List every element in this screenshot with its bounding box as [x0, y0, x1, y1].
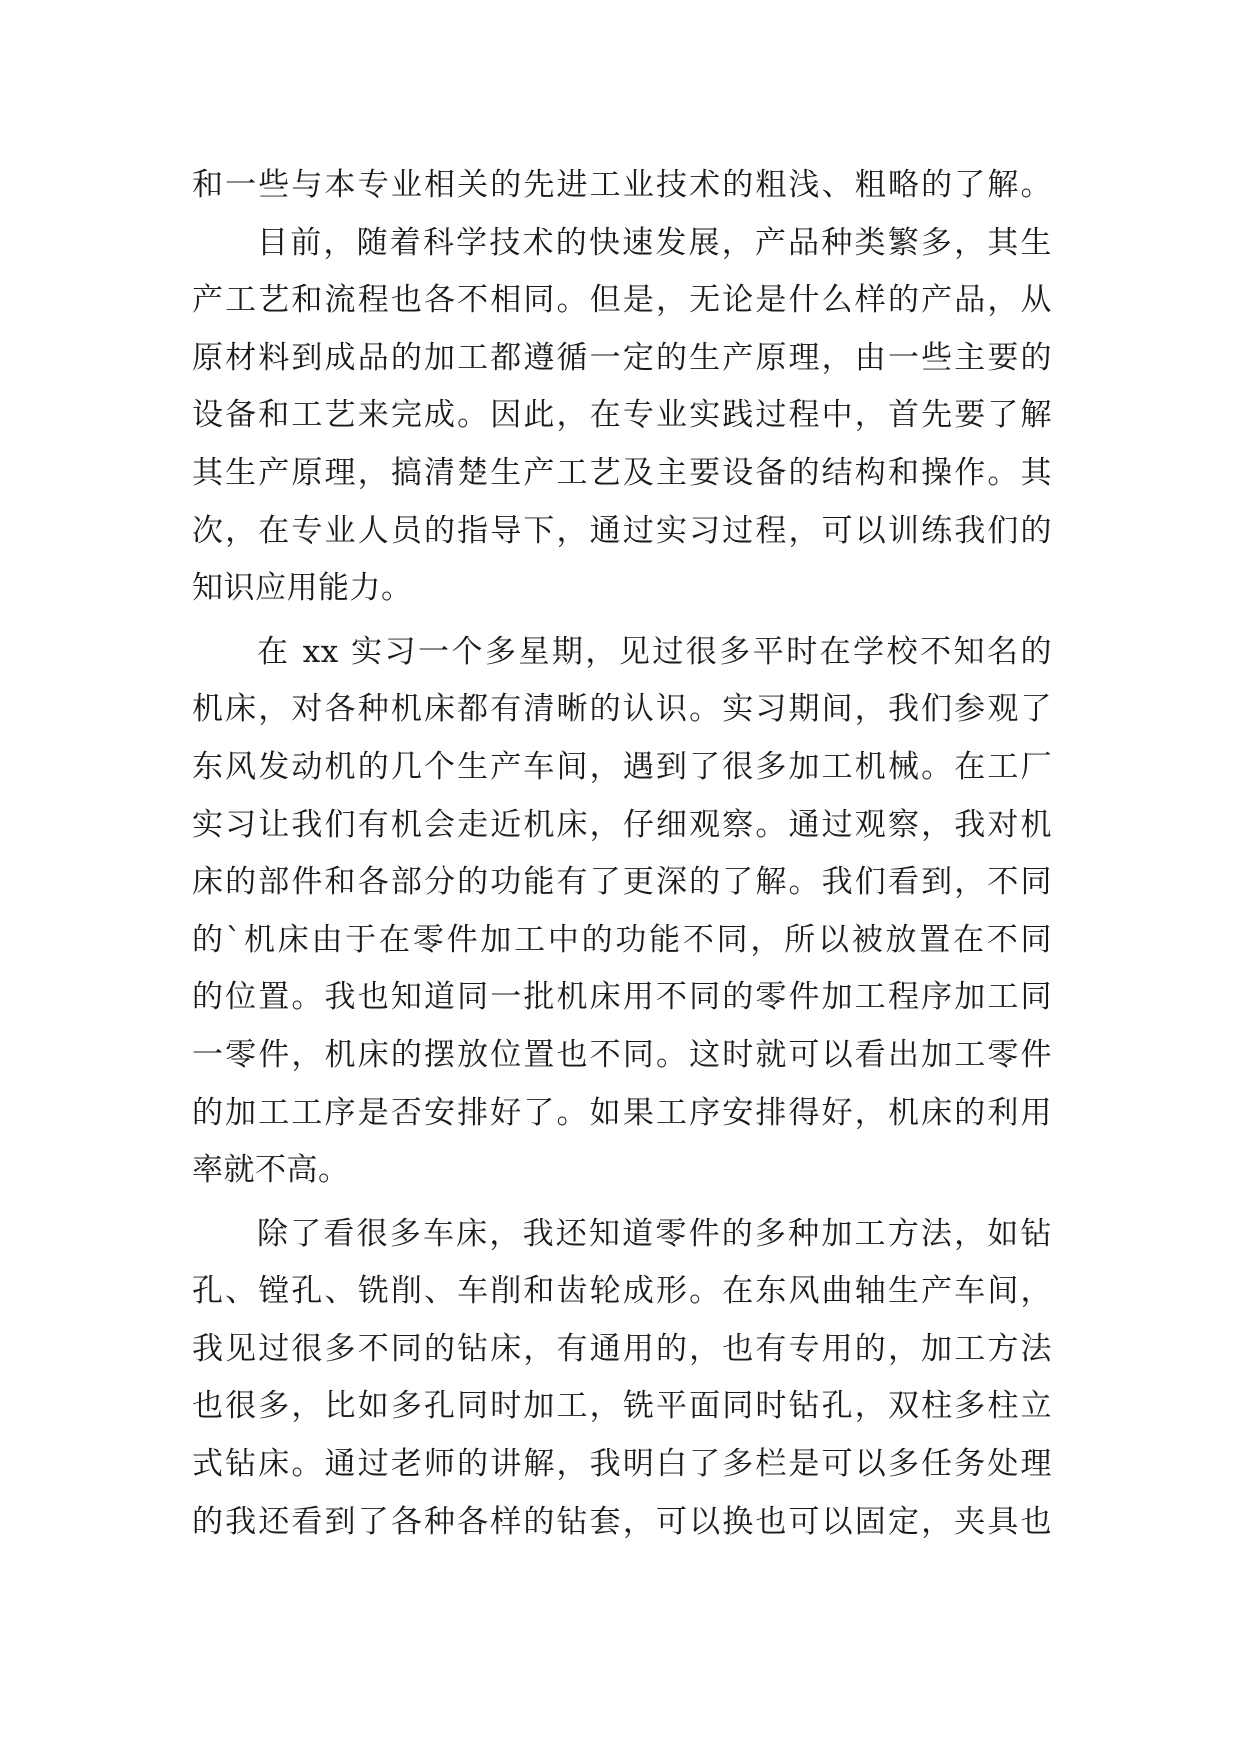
text-line: 次，在专业人员的指导下，通过实习过程，可以训练我们的: [192, 512, 1052, 549]
text-line: 原材料到成品的加工都遵循一定的生产原理，由一些主要的: [192, 339, 1052, 376]
body-text: [192, 157, 1052, 1551]
text-line: 孔、镗孔、铣削、车削和齿轮成形。在东风曲轴生产车间，: [192, 1273, 1052, 1310]
paragraph-first-line: 除了看很多车床，我还知道零件的多种加工方法，如钻: [257, 1215, 1052, 1252]
text-line: 床的部件和各部分的功能有了更深的了解。我们看到，不同: [192, 864, 1052, 901]
paragraph-first-line: 目前，随着科学技术的快速发展，产品种类繁多，其生: [257, 224, 1052, 261]
text-line: 也很多，比如多孔同时加工，铣平面同时钻孔，双柱多柱立: [192, 1388, 1052, 1425]
paragraph-last-line: 率就不高。: [192, 1152, 350, 1189]
text-line: 我见过很多不同的钻床，有通用的，也有专用的，加工方法: [192, 1330, 1052, 1367]
text-line: 东风发动机的几个生产车间，遇到了很多加工机械。在工厂: [192, 748, 1052, 785]
paragraph-first-line: 在 xx 实习一个多星期，见过很多平时在学校不知名的: [257, 633, 1052, 670]
text-line: 的我还看到了各种各样的钻套，可以换也可以固定，夹具也: [192, 1503, 1052, 1540]
text-line: 的`机床由于在零件加工中的功能不同，所以被放置在不同: [192, 921, 1052, 958]
text-line: 产工艺和流程也各不相同。但是，无论是什么样的产品，从: [192, 282, 1052, 319]
text-line: 其生产原理，搞清楚生产工艺及主要设备的结构和操作。其: [192, 454, 1052, 491]
text-line: 的位置。我也知道同一批机床用不同的零件加工程序加工同: [192, 979, 1052, 1016]
text-line: 实习让我们有机会走近机床，仔细观察。通过观察，我对机: [192, 806, 1052, 843]
text-line: 式钻床。通过老师的讲解，我明白了多栏是可以多任务处理: [192, 1446, 1052, 1483]
text-line: 设备和工艺来完成。因此，在专业实践过程中，首先要了解: [192, 397, 1052, 434]
text-line: 和一些与本专业相关的先进工业技术的粗浅、粗略的了解。: [192, 167, 1052, 203]
text-line: 机床，对各种机床都有清晰的认识。实习期间，我们参观了: [192, 691, 1052, 728]
text-line: 一零件，机床的摆放位置也不同。这时就可以看出加工零件: [192, 1036, 1052, 1073]
paragraph-last-line: 知识应用能力。: [192, 570, 413, 607]
text-line: 的加工工序是否安排好了。如果工序安排得好，机床的利用: [192, 1094, 1052, 1131]
